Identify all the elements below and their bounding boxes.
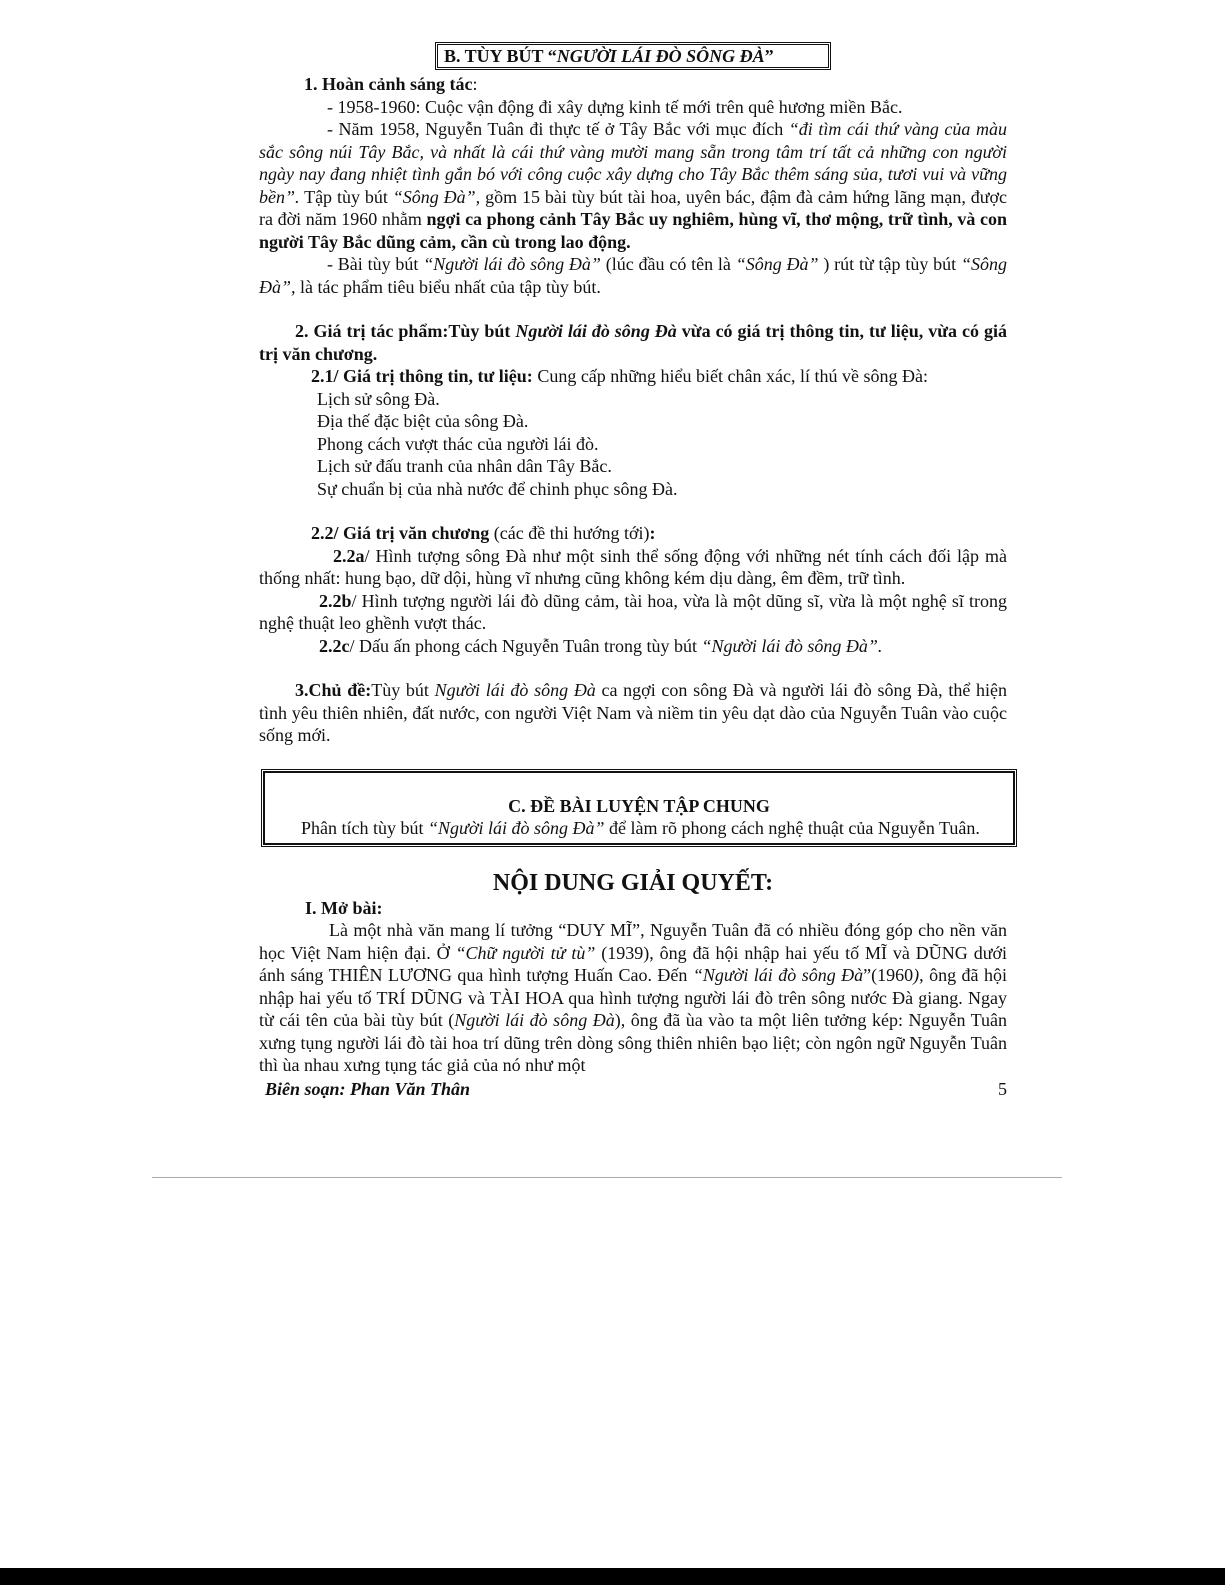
exercise-text: Phân tích tùy bút “Người lái đò sông Đà” để làm rõ phong cách nghệ thuật của Nguyễn Tuân. (301, 818, 980, 838)
exercise-box (263, 771, 1015, 845)
heading-hoan-canh: 1. Hoàn cảnh sáng tác: (304, 74, 478, 94)
list-item: Phong cách vượt thác của người lái đò. (317, 433, 599, 454)
solution-title: NỘI DUNG GIẢI QUYẾT: (492, 869, 774, 896)
page-footer (259, 1078, 1007, 1100)
paragraph-2-2c: 2.2c/ Dấu ấn phong cách Nguyễn Tuân trong tùy bút “Người lái đò sông Đà”. (319, 635, 883, 656)
section-b-title-close: ” (764, 46, 774, 66)
paragraph-2-2b: 2.2b/ Hình tượng người lái đò dũng cảm, tài hoa, vừa là một dũng sĩ, vừa là một nghệ sĩ trong nghệ thuật leo ghềnh vượt thác. (259, 590, 1007, 633)
history-list (259, 388, 1007, 501)
paragraph-1958: - 1958-1960: Cuộc vận động đi xây dựng kinh tế mới trên quê hương miền Bắc. (327, 96, 903, 117)
bottom-bar (0, 1568, 1225, 1585)
paragraph-bai-tuy-but: - Bài tùy bút “Người lái đò sông Đà” (lúc đầu có tên là “Sông Đà” ) rút từ tập tùy bút “Sông Đà”, là tác phẩm tiêu biểu nhất của tập tùy bút. (259, 254, 1007, 297)
heading-mo-bai: I. Mở bài: (305, 897, 383, 918)
page-number: 5 (998, 1078, 1007, 1099)
list-item: Lịch sử đấu tranh của nhân dân Tây Bắc. (317, 456, 612, 476)
list-item: Lịch sử sông Đà. (317, 388, 440, 409)
list-item: Địa thế đặc biệt của sông Đà. (317, 411, 529, 431)
paragraph-nam-1958: - Năm 1958, Nguyễn Tuân đi thực tế ở Tây Bắc với mục đích “đi tìm cái thứ vàng của màu sắc sông núi Tây Bắc, và nhất là cái thứ vàng mười mang sẵn trong tâm trí tất cả những con người ngày nay đang nhiệt tình gắn bó với công cuộc xây dựng cho Tây Bắc thêm sáng sủa, tươi vui và vững bền”. Tập tùy bút “Sông Đà”, gồm 15 bài tùy bút tài hoa, uyên bác, đậm đà cảm hứng lãng mạn, được ra đời năm 1960 nhằm ngợi ca phong cảnh Tây Bắc uy nghiêm, hùng vĩ, thơ mộng, trữ tình, và con người Tây Bắc dũng cảm, cần cù trong lao động. (259, 119, 1007, 252)
paragraph-mo-bai: Là một nhà văn mang lí tưởng “DUY MĨ”, Nguyễn Tuân đã có nhiều đóng góp cho nền văn học Việt Nam hiện đại. Ở “Chữ người tử tù” (1939), ông đã hội nhập hai yếu tố MĨ và DŨNG dưới ánh sáng THIÊN LƯƠNG qua hình tượng Huấn Cao. Đến “Người lái đò sông Đà”(1960), ông đã hội nhập hai yếu tố TRÍ DŨNG và TÀI HOA qua hình tượng người lái đò trên sông nước Đà giang. Ngay từ cái tên của bài tùy bút (Người lái đò sông Đà), ông đã ùa vào ta một liên tưởng kép: Nguyễn Tuân xưng tụng người lái đò tài hoa trí dũng trên dòng sông thiên nhiên bạo liệt; còn ngôn ngữ Nguyễn Tuân thì ùa nhau xưng tụng tác giả của nó như một (259, 920, 1007, 1075)
heading-gia-tri-van-chuong: 2.2/ Giá trị văn chương (các đề thi hướng tới): (311, 523, 656, 543)
section-b-title (435, 42, 831, 70)
footer-author: Biên soạn: Phan Văn Thân (265, 1078, 471, 1099)
heading-gia-tri-thong-tin: 2.1/ Giá trị thông tin, tư liệu: Cung cấp những hiểu biết chân xác, lí thú về sông Đà: (311, 366, 928, 386)
page-separator (152, 1177, 1062, 1178)
exercise-title: C. ĐỀ BÀI LUYỆN TẬP CHUNG (508, 795, 770, 816)
list-item: Sự chuẩn bị của nhà nước để chinh phục sông Đà. (317, 478, 678, 499)
paragraph-2-2a: 2.2a/ Hình tượng sông Đà như một sinh thể sống động với những nét tính cách đối lập mà thống nhất: hung bạo, dữ dội, hùng vĩ nhưng cũng không kém dịu dàng, êm đềm, trữ tình. (259, 545, 1007, 588)
document-page (259, 42, 1007, 1100)
heading-gia-tri: 2. Giá trị tác phẩm:Tùy bút Người lái đò sông Đà vừa có giá trị thông tin, tư liệu, vừa có giá trị văn chương. (259, 321, 1007, 364)
section-b-title-italic: NGƯỜI LÁI ĐÒ SÔNG ĐÀ (556, 46, 765, 66)
paragraph-chu-de: 3.Chủ đề:Tùy bút Người lái đò sông Đà ca ngợi con sông Đà và người lái đò sông Đà, thể hiện tình yêu thiên nhiên, đất nước, con người Việt Nam và niềm tin yêu dạt dào của Nguyễn Tuân vào cuộc sống mới. (259, 680, 1008, 745)
section-b-title-text: B. TÙY BÚT “ (444, 46, 557, 66)
